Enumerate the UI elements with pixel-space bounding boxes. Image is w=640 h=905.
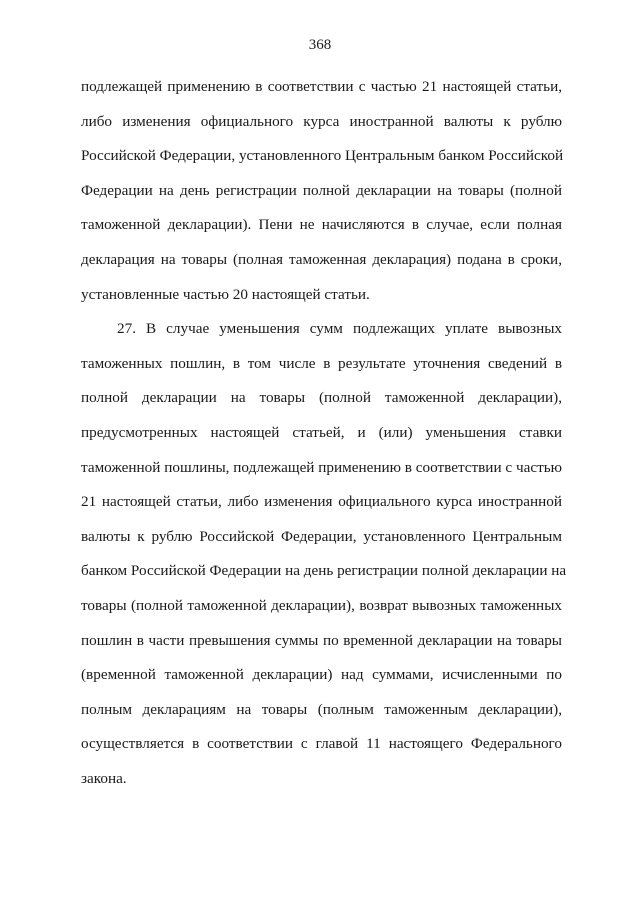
text-line: валюты к рублю Российской Федерации, установленного Центральным [81,527,562,545]
text-line: полной декларации на товары (полной таможенной декларации), [81,389,562,407]
text-line: либо изменения официального курса иностранной валюты к рублю [81,112,562,130]
text-line: таможенной пошлины, подлежащей применению в соответствии с частью [81,458,562,476]
text-line: пошлин в части превышения суммы по временной декларации на товары [81,631,562,649]
text-line: (временной таможенной декларации) над суммами, исчисленными по [81,666,562,684]
text-line: таможенной декларации). Пени не начисляются в случае, если полная [81,216,562,234]
text-line: установленные частью 20 настоящей статьи. [81,285,370,303]
page-number: 368 [308,37,332,53]
text-line: Российской Федерации, установленного Центральным банком Российской [81,147,564,165]
text-line: товары (полной таможенной декларации), возврат вывозных таможенных [81,596,562,614]
text-line: предусмотренных настоящей статьей, и (или) уменьшения ставки [81,423,562,441]
text-line: закона. [81,769,127,787]
text-line: 21 настоящей статьи, либо изменения официального курса иностранной [81,493,562,511]
text-line: полным декларациям на товары (полным таможенным декларации), [81,700,562,718]
text-line: Федерации на день регистрации полной декларации на товары (полной [81,181,562,199]
text-line: осуществляется в соответствии с главой 11 настоящего Федерального [81,735,562,753]
document-body [81,70,567,796]
text-line: декларация на товары (полная таможенная декларация) подана в сроки, [81,250,562,268]
paragraph-continuation [81,70,562,312]
text-line: 27. В случае уменьшения сумм подлежащих уплате вывозных [117,320,562,338]
text-line: подлежащей применению в соответствии с частью 21 настоящей статьи, [81,78,562,95]
paragraph-27 [81,312,567,796]
text-line: банком Российской Федерации на день регистрации полной декларации на [81,562,567,580]
text-line: таможенных пошлин, в том числе в результате уточнения сведений в [81,354,562,372]
